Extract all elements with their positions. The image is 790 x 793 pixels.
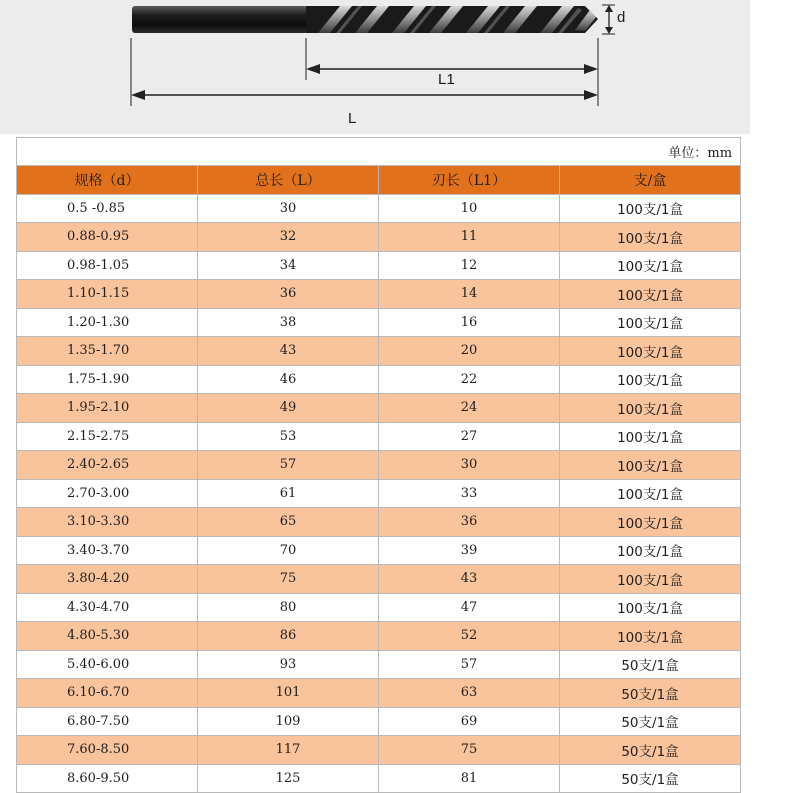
pack-cell: 100支/1盒 xyxy=(560,308,741,337)
flute-length-cell: 75 xyxy=(379,736,560,765)
flute-length-cell: 57 xyxy=(379,650,560,679)
pack-cell: 100支/1盒 xyxy=(560,536,741,565)
table-row xyxy=(17,251,741,280)
flute-length-cell: 12 xyxy=(379,251,560,280)
header-spec: 规格（d） xyxy=(17,166,198,195)
spec-cell: 0.88-0.95 xyxy=(17,223,198,252)
total-length-cell: 43 xyxy=(198,337,379,366)
spec-table xyxy=(16,137,741,793)
pack-cell: 100支/1盒 xyxy=(560,479,741,508)
table-row xyxy=(17,422,741,451)
total-length-cell: 36 xyxy=(198,280,379,309)
table-row xyxy=(17,223,741,252)
spec-cell: 8.60-9.50 xyxy=(17,764,198,793)
flute-length-cell: 27 xyxy=(379,422,560,451)
flute-length-cell: 43 xyxy=(379,565,560,594)
total-length-cell: 86 xyxy=(198,622,379,651)
total-length-cell: 46 xyxy=(198,365,379,394)
total-length-cell: 32 xyxy=(198,223,379,252)
total-length-cell: 34 xyxy=(198,251,379,280)
pack-cell: 100支/1盒 xyxy=(560,251,741,280)
total-length-cell: 49 xyxy=(198,394,379,423)
spec-cell: 3.10-3.30 xyxy=(17,508,198,537)
flute-length-cell: 22 xyxy=(379,365,560,394)
spec-cell: 4.80-5.30 xyxy=(17,622,198,651)
spec-cell: 1.10-1.15 xyxy=(17,280,198,309)
dimension-l1-label: L1 xyxy=(438,71,455,88)
spec-cell: 0.5 -0.85 xyxy=(17,194,198,223)
pack-cell: 50支/1盒 xyxy=(560,650,741,679)
unit-row xyxy=(17,138,741,166)
total-length-cell: 117 xyxy=(198,736,379,765)
table-row xyxy=(17,194,741,223)
flute-length-cell: 16 xyxy=(379,308,560,337)
flute-length-cell: 11 xyxy=(379,223,560,252)
pack-cell: 50支/1盒 xyxy=(560,707,741,736)
pack-cell: 100支/1盒 xyxy=(560,422,741,451)
spec-cell: 2.15-2.75 xyxy=(17,422,198,451)
table-row xyxy=(17,622,741,651)
spec-cell: 2.70-3.00 xyxy=(17,479,198,508)
header-row xyxy=(17,166,741,195)
pack-cell: 100支/1盒 xyxy=(560,593,741,622)
spec-table-container xyxy=(16,137,740,793)
table-row xyxy=(17,707,741,736)
flute-length-cell: 33 xyxy=(379,479,560,508)
spec-cell: 5.40-6.00 xyxy=(17,650,198,679)
flute-length-cell: 81 xyxy=(379,764,560,793)
flute-length-cell: 39 xyxy=(379,536,560,565)
flute-length-cell: 20 xyxy=(379,337,560,366)
table-row xyxy=(17,365,741,394)
dimension-l-label: L xyxy=(348,110,357,127)
pack-cell: 100支/1盒 xyxy=(560,622,741,651)
total-length-cell: 80 xyxy=(198,593,379,622)
drill-dimension-drawing xyxy=(0,0,750,134)
table-row xyxy=(17,337,741,366)
flute-length-cell: 24 xyxy=(379,394,560,423)
total-length-cell: 65 xyxy=(198,508,379,537)
spec-cell: 6.80-7.50 xyxy=(17,707,198,736)
flute-length-cell: 10 xyxy=(379,194,560,223)
total-length-cell: 53 xyxy=(198,422,379,451)
spec-cell: 1.75-1.90 xyxy=(17,365,198,394)
flute-length-cell: 36 xyxy=(379,508,560,537)
flute-length-cell: 63 xyxy=(379,679,560,708)
header-total-length: 总长（L） xyxy=(198,166,379,195)
total-length-cell: 61 xyxy=(198,479,379,508)
pack-cell: 100支/1盒 xyxy=(560,223,741,252)
pack-cell: 100支/1盒 xyxy=(560,565,741,594)
flute-length-cell: 30 xyxy=(379,451,560,480)
total-length-cell: 38 xyxy=(198,308,379,337)
pack-cell: 100支/1盒 xyxy=(560,394,741,423)
dimension-d-label: d xyxy=(617,9,626,26)
table-row xyxy=(17,764,741,793)
flute-length-cell: 52 xyxy=(379,622,560,651)
spec-cell: 0.98-1.05 xyxy=(17,251,198,280)
table-row xyxy=(17,736,741,765)
table-row xyxy=(17,593,741,622)
pack-cell: 100支/1盒 xyxy=(560,365,741,394)
total-length-cell: 93 xyxy=(198,650,379,679)
pack-cell: 100支/1盒 xyxy=(560,280,741,309)
total-length-cell: 70 xyxy=(198,536,379,565)
spec-cell: 3.40-3.70 xyxy=(17,536,198,565)
table-row xyxy=(17,308,741,337)
total-length-cell: 75 xyxy=(198,565,379,594)
total-length-cell: 57 xyxy=(198,451,379,480)
spec-cell: 1.35-1.70 xyxy=(17,337,198,366)
pack-cell: 100支/1盒 xyxy=(560,508,741,537)
table-row xyxy=(17,650,741,679)
table-row xyxy=(17,508,741,537)
total-length-cell: 109 xyxy=(198,707,379,736)
table-row xyxy=(17,565,741,594)
total-length-cell: 30 xyxy=(198,194,379,223)
table-row xyxy=(17,679,741,708)
total-length-cell: 101 xyxy=(198,679,379,708)
table-row xyxy=(17,280,741,309)
pack-cell: 100支/1盒 xyxy=(560,194,741,223)
pack-cell: 50支/1盒 xyxy=(560,736,741,765)
unit-label: 单位：mm xyxy=(17,138,741,166)
flute-length-cell: 47 xyxy=(379,593,560,622)
spec-cell: 3.80-4.20 xyxy=(17,565,198,594)
flute-length-cell: 69 xyxy=(379,707,560,736)
spec-cell: 1.20-1.30 xyxy=(17,308,198,337)
pack-cell: 100支/1盒 xyxy=(560,451,741,480)
header-flute-length: 刃长（L1） xyxy=(379,166,560,195)
table-row xyxy=(17,536,741,565)
flute-length-cell: 14 xyxy=(379,280,560,309)
spec-cell: 7.60-8.50 xyxy=(17,736,198,765)
table-row xyxy=(17,479,741,508)
spec-cell: 6.10-6.70 xyxy=(17,679,198,708)
pack-cell: 50支/1盒 xyxy=(560,764,741,793)
table-row xyxy=(17,394,741,423)
pack-cell: 50支/1盒 xyxy=(560,679,741,708)
spec-cell: 1.95-2.10 xyxy=(17,394,198,423)
header-pack: 支/盒 xyxy=(560,166,741,195)
pack-cell: 100支/1盒 xyxy=(560,337,741,366)
spec-cell: 2.40-2.65 xyxy=(17,451,198,480)
table-body xyxy=(17,194,741,793)
total-length-cell: 125 xyxy=(198,764,379,793)
spec-cell: 4.30-4.70 xyxy=(17,593,198,622)
drill-bit-illustration xyxy=(0,0,750,134)
table-row xyxy=(17,451,741,480)
